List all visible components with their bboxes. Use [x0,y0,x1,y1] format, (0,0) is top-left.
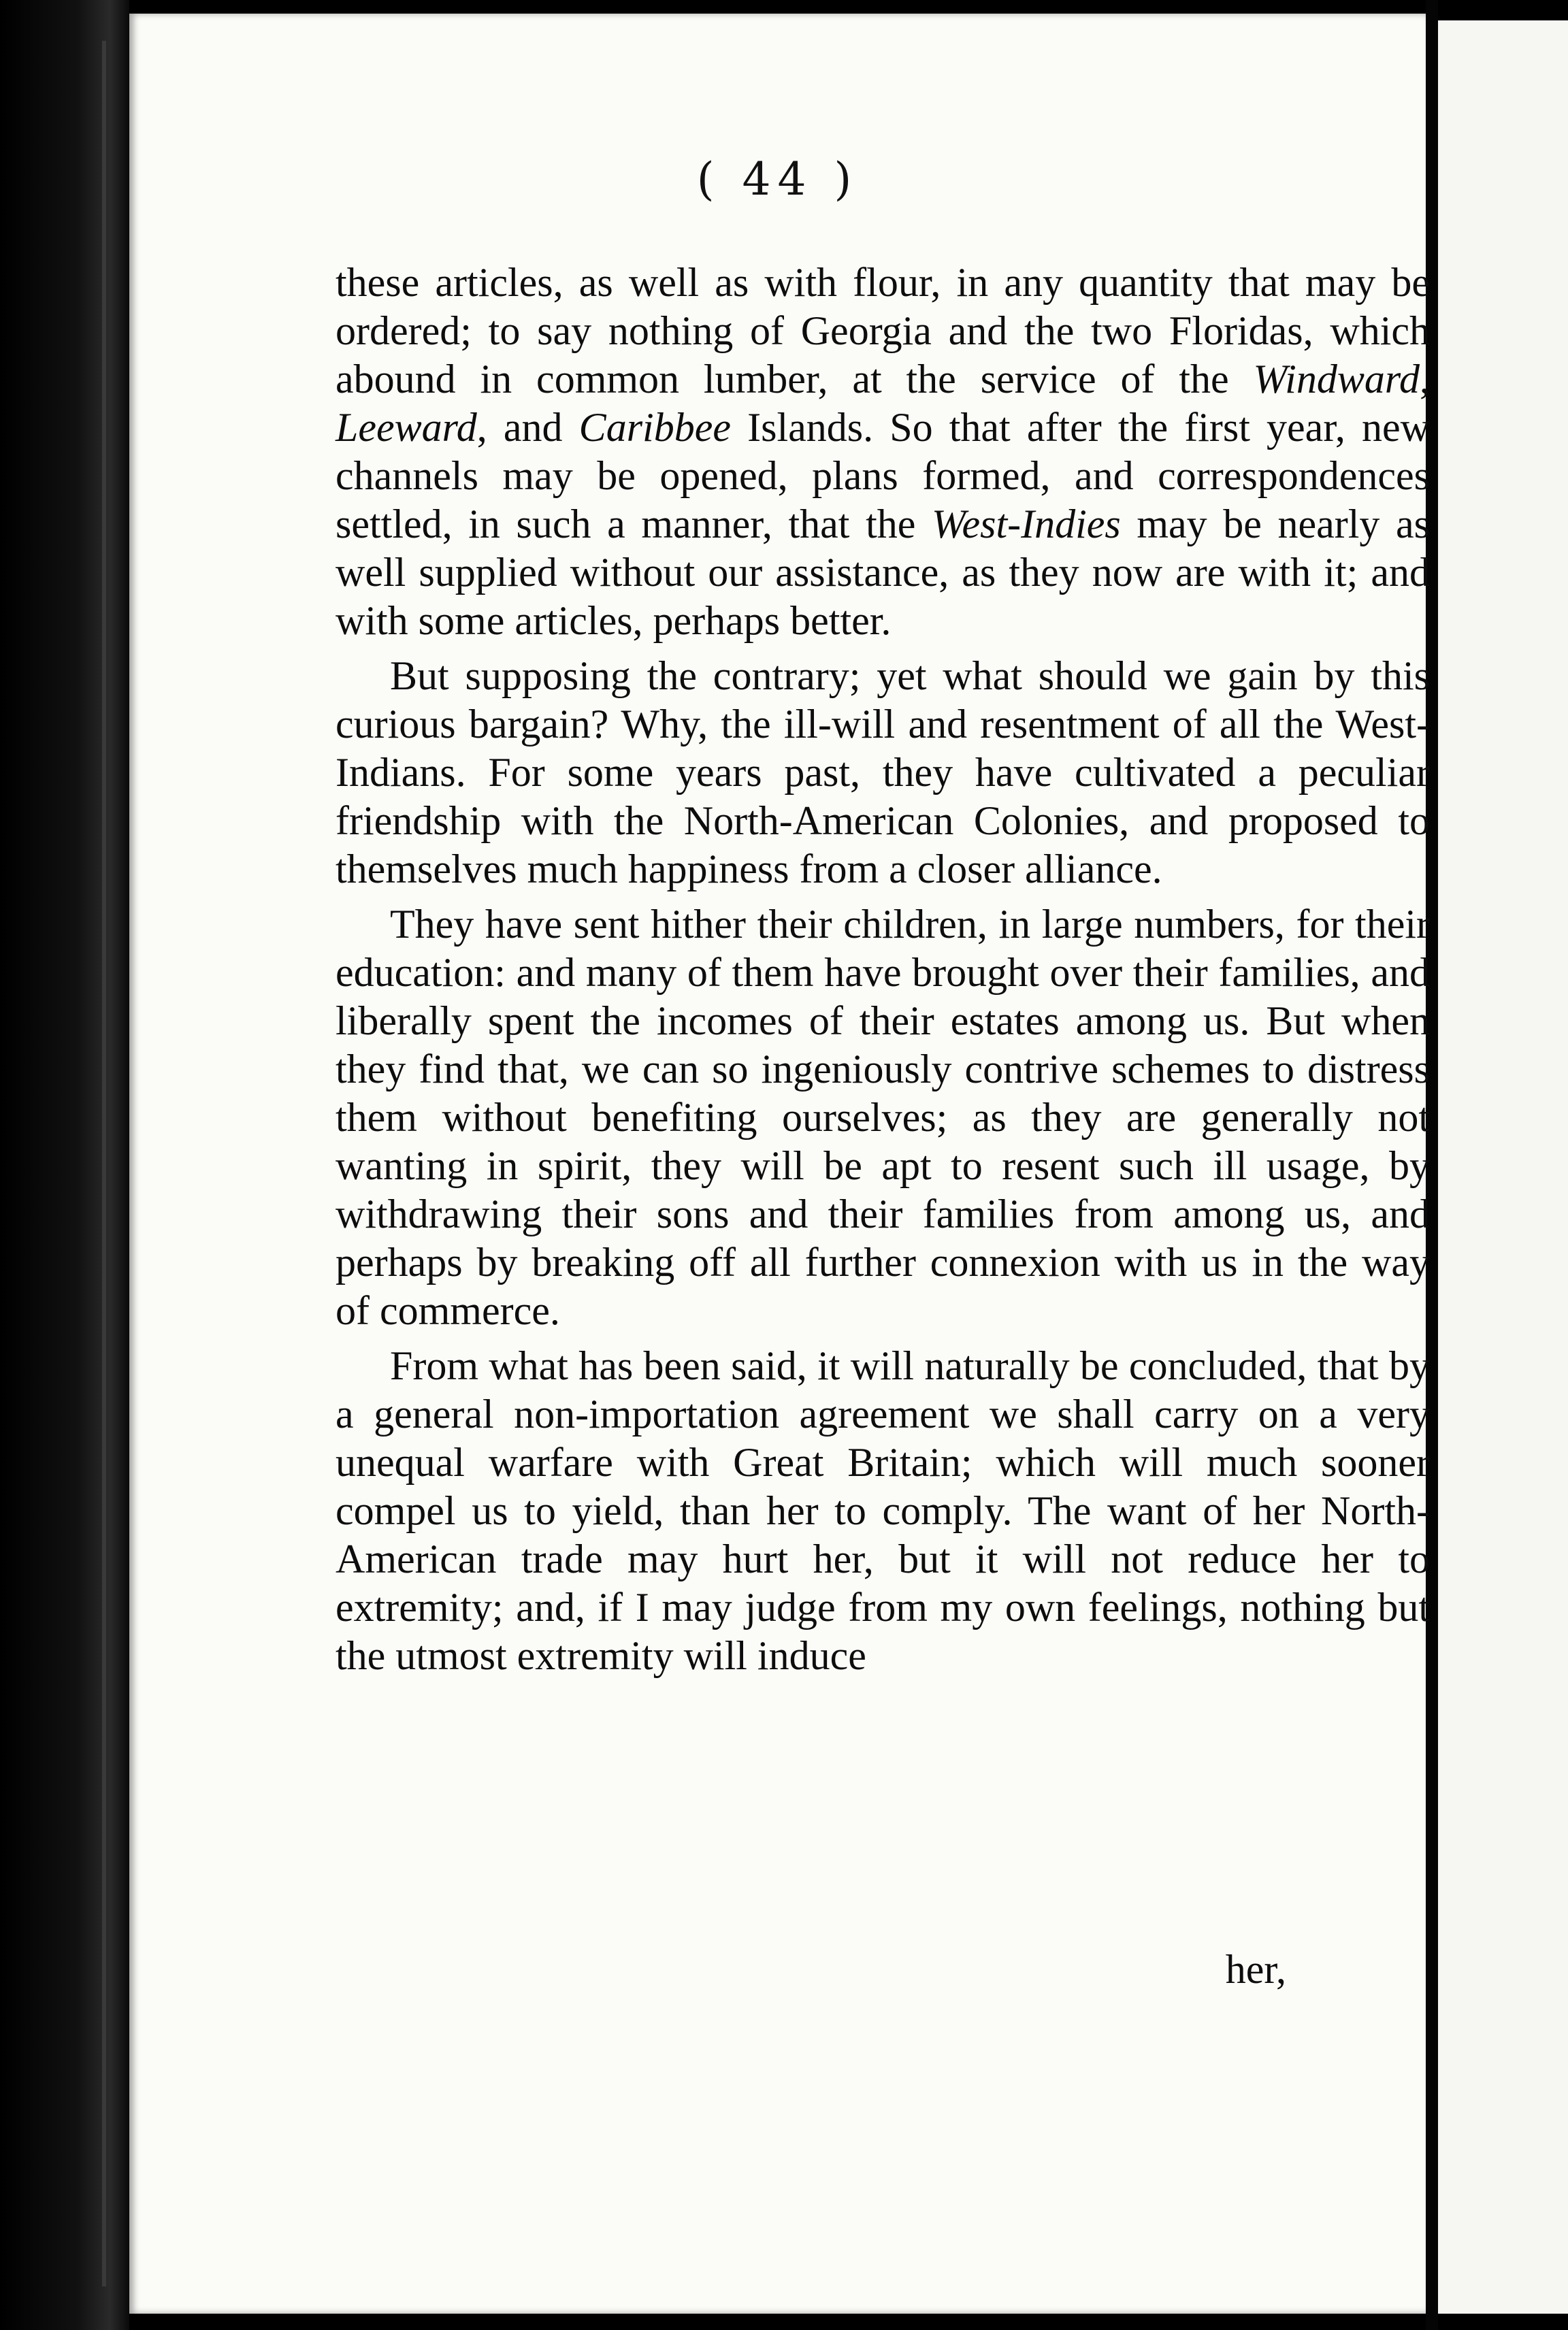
paragraph [336,900,1430,1335]
text-run: , and [476,405,579,450]
text-run: , [1420,357,1430,401]
text-run: Islands. So that after the first year, new channels may be opened, plans formed, and correspondences settled, in such a manner, that the [336,405,1430,546]
text-run: these articles, as well as with flour, in any quantity that may be ordered; to say nothing of Georgia and the two Floridas, which abound in common lumber, at the service of the [336,260,1430,401]
text-run: But supposing the contrary; yet what should we gain by this curious bargain? Why, the ill-will and resentment of all the West-Indians. For some years past, they have cultivated a peculiar friendship with the North-American Colonies, and proposed to themselves much happiness from a closer alliance. [336,653,1430,891]
italic-term: Caribbee [578,405,731,450]
paragraph [336,652,1430,893]
page-number: ( 44 ) [696,153,859,206]
paragraph [336,259,1430,645]
italic-term: Leeward [336,405,477,450]
text-run: They have sent hither their children, in large numbers, for their education: and many of them have brought over their families, and liberally spent the incomes of their estates among us. But when they find that, we can so ingeniously contrive schemes to distress them without benefiting ourselves; as they are generally not wanting in spirit, they will be apt to resent such ill usage, by withdrawing their sons and their families from among us, and perhaps by breaking off all further connexion with us in the way of commerce. [336,902,1430,1333]
text-run: may be nearly as well supplied without our assistance, as they now are with it; and with some articles, perhaps better. [336,502,1430,643]
text-run: From what has been said, it will naturally be concluded, that by a general non-importation agreement we shall carry on a very unequal warfare with Great Britain; which will much sooner compel us to yield, than her to comply. The want of her North-American trade may hurt her, but it will not reduce her to extremity; and, if I may judge from my own feelings, nothing but the utmost extremity will induce [336,1343,1430,1678]
book-binding [0,0,129,2330]
binding-edge [102,41,106,2286]
catchword: her, [1225,1947,1286,1992]
paragraph [336,1342,1430,1680]
italic-term: West-Indies [931,502,1121,546]
adjacent-page [1438,20,1568,2314]
italic-term: Windward [1253,357,1420,401]
scanned-page [129,14,1430,2314]
body-text [336,259,1430,1680]
